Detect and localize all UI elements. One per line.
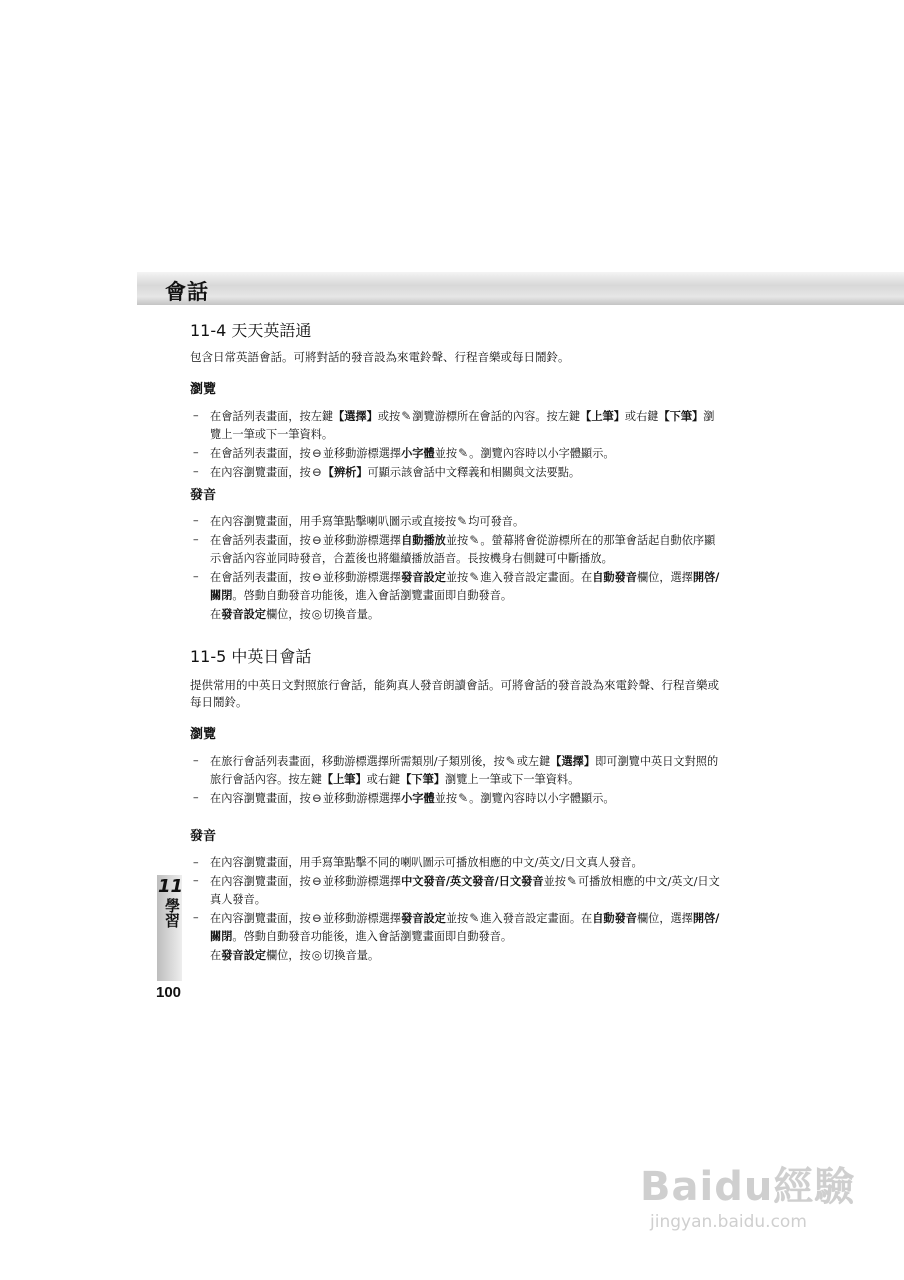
bold-term: 發音設定 (401, 571, 446, 584)
menu-key-icon: ⊖ (311, 911, 322, 925)
bold-term: 【辨析】 (322, 466, 368, 479)
text: 並移動游標選擇 (322, 912, 402, 925)
text: 在會話列表畫面，按 (210, 571, 311, 584)
pen-key-icon: ✎ (469, 911, 480, 925)
text: 。啓動自動發音功能後，進入會話瀏覽畫面即自動發音。 (232, 589, 513, 602)
text: 欄位，選擇 (636, 571, 693, 584)
bold-term: 【選擇】 (333, 410, 378, 423)
nav-key-icon: ◎ (311, 607, 323, 621)
text: 進入發音設定畫面。在 (480, 912, 593, 925)
list-item (190, 605, 720, 624)
bullet-list (190, 752, 720, 808)
list-item (190, 909, 720, 946)
text: 進入發音設定畫面。在 (480, 571, 593, 584)
bullet-list (190, 512, 720, 624)
header-band (137, 272, 904, 305)
menu-key-icon: ⊖ (311, 570, 322, 584)
list-item (190, 854, 720, 872)
text: 在內容瀏覽畫面，按 (210, 875, 311, 888)
bold-term: 自動發音 (592, 912, 637, 925)
text: 並按 (445, 534, 469, 547)
bold-term: 【下筆】 (658, 410, 704, 423)
bold-term: 自動播放 (401, 534, 446, 547)
section-intro: 包含日常英語會話。可將對話的發音設為來電鈴聲、行程音樂或每日鬧鈴。 (190, 350, 570, 364)
text: 欄位，按 (265, 608, 311, 621)
bold-term: 發音設定 (221, 949, 266, 962)
text: 並按 (543, 875, 566, 888)
pen-key-icon: ✎ (469, 533, 480, 547)
text: 在會話列表畫面，按左鍵 (210, 410, 334, 423)
text: 並移動游標選擇 (322, 534, 402, 547)
bold-term: 【下筆】 (400, 773, 445, 786)
bold-term: 【上筆】 (321, 773, 367, 786)
bold-term: 【選擇】 (550, 755, 596, 768)
bold-term: 中文發音/英文發音/日文發音 (401, 875, 544, 888)
subheading-browse: 瀏覽 (190, 382, 217, 397)
text: 切換音量。 (323, 949, 380, 962)
text: 瀏覽游標所在會話的內容。按左鍵 (412, 410, 581, 423)
section-heading-11-5: 11-5 中英日會話 (190, 647, 312, 666)
text: 並按 (434, 447, 458, 460)
text: 並移動游標選擇 (322, 447, 402, 460)
nav-key-icon: ◎ (311, 948, 323, 962)
text: 在內容瀏覽畫面，按 (210, 912, 311, 925)
list-item (190, 789, 720, 808)
text: 均可發音。 (468, 515, 525, 528)
text: 在 (210, 608, 222, 621)
text: 並按 (445, 912, 469, 925)
watermark-brand: Baidu經驗 (640, 1164, 856, 1210)
text: 瀏覽上一筆或下一筆資料。 (210, 410, 715, 441)
text: 切換音量。 (323, 608, 380, 621)
section-heading-11-4: 11-4 天天英語通 (190, 321, 312, 340)
subheading-sound: 發音 (190, 829, 217, 844)
bullet-list (190, 407, 720, 482)
list-item (190, 444, 720, 463)
bold-term: 自動發音 (592, 571, 637, 584)
list-item (190, 872, 720, 909)
list-item (190, 752, 720, 789)
menu-key-icon: ⊖ (311, 791, 322, 805)
text: 在內容瀏覽畫面，按 (210, 466, 311, 479)
page-number: 100 (156, 984, 182, 1001)
menu-key-icon: ⊖ (311, 446, 322, 460)
text: 。啓動自動發音功能後，進入會話瀏覽畫面即自動發音。 (232, 930, 513, 943)
bold-term: 發音設定 (401, 912, 446, 925)
text: 並移動游標選擇 (322, 875, 402, 888)
list-item (190, 463, 720, 482)
pen-key-icon: ✎ (505, 754, 516, 768)
text: 在旅行會話列表畫面，移動游標選擇所需類別/子類別後，按 (210, 755, 505, 768)
bold-term: 小字體 (401, 447, 435, 460)
subheading-browse: 瀏覽 (190, 727, 217, 742)
pen-key-icon: ✎ (401, 409, 412, 423)
text: 並按 (445, 571, 469, 584)
subheading-sound: 發音 (190, 488, 217, 503)
bold-term: 【上筆】 (580, 410, 625, 423)
text: 。瀏覽內容時以小字體顯示。 (469, 447, 615, 460)
section-intro: 提供常用的中英日文對照旅行會話，能夠真人發音朗讀會話。可將會話的發音設為來電鈴聲、行程音樂或每日鬧鈴。 (190, 678, 719, 709)
text: 欄位，按 (265, 949, 311, 962)
pen-key-icon: ✎ (458, 791, 469, 805)
watermark (640, 1155, 855, 1232)
list-item (190, 531, 720, 568)
list-item (190, 568, 720, 605)
text: 或右鍵 (624, 410, 659, 423)
text: 即可瀏覽中英日文對照的旅行會話內容。按左鍵 (210, 755, 719, 786)
bold-term: 小字體 (401, 792, 435, 805)
pen-key-icon: ✎ (566, 874, 577, 888)
text: 並按 (434, 792, 458, 805)
text: 在內容瀏覽畫面，用手寫筆點擊喇叭圖示或直接按 (210, 515, 457, 528)
bullet-list (190, 854, 720, 965)
pen-key-icon: ✎ (469, 570, 480, 584)
list-item (190, 407, 720, 444)
page-title: 會話 (165, 280, 209, 304)
text: 在會話列表畫面，按 (210, 447, 311, 460)
pen-key-icon: ✎ (458, 446, 469, 460)
chapter-number: 11 (158, 876, 184, 897)
menu-key-icon: ⊖ (311, 874, 322, 888)
text: 並移動游標選擇 (322, 792, 402, 805)
text: 在內容瀏覽畫面，按 (210, 792, 311, 805)
text: 在會話列表畫面，按 (210, 534, 311, 547)
watermark-url: jingyan.baidu.com (650, 1212, 807, 1232)
bold-term: 開啓/ 關閉 (210, 912, 720, 943)
text: 在 (210, 949, 222, 962)
chapter-label: 學習 (163, 898, 181, 928)
text: 。瀏覽內容時以小字體顯示。 (469, 792, 615, 805)
pen-key-icon: ✎ (457, 514, 468, 528)
text: 或左鍵 (516, 755, 551, 768)
bold-term: 發音設定 (221, 608, 266, 621)
text: 或右鍵 (366, 773, 401, 786)
list-item (190, 512, 720, 531)
text: 欄位，選擇 (636, 912, 693, 925)
text: 可播放相應的中文/英文/日文真人發音。 (210, 875, 720, 906)
menu-key-icon: ⊖ (311, 465, 322, 479)
menu-key-icon: ⊖ (311, 533, 322, 547)
list-item (190, 946, 720, 965)
text: 瀏覽上一筆或下一筆資料。 (445, 773, 580, 786)
text: 可顯示該會話中文釋義和相關與文法要點。 (367, 466, 581, 479)
bold-term: 開啓/ 關閉 (210, 571, 720, 602)
text: 並移動游標選擇 (322, 571, 402, 584)
text: 在內容瀏覽畫面，用手寫筆點擊不同的喇叭圖示可播放相應的中文/英文/日文真人發音。 (210, 856, 643, 869)
text: 或按 (377, 410, 401, 423)
text: 。螢幕將會從游標所在的那筆會話起自動依序顯示會話內容並同時發音，合蓋後也將繼續播放語音。長按機身右側鍵可中斷播放。 (210, 534, 716, 565)
